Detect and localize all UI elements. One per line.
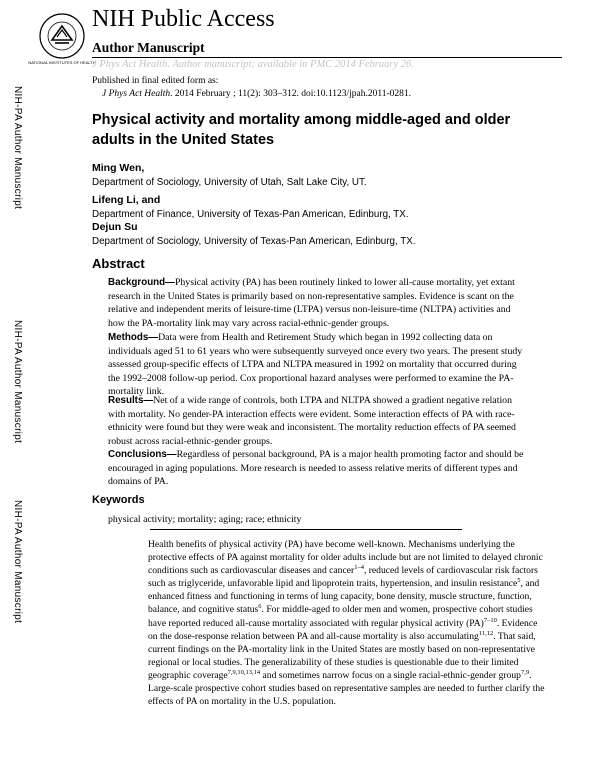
body-paragraph (148, 538, 548, 708)
abstract-heading: Abstract (92, 256, 145, 271)
section-text: Net of a wide range of controls, both LTPA and NLTPA showed a gradient negative relation with mortality. No gender-PA interaction effects were evident. Some interaction effects of PA with race-ethnicity were found but they were weak and inconsistent. The mortality reduction effects of PA seemed robust across racial-ethnic-gender groups. (108, 395, 516, 447)
side-stamp: NIH-PA Author Manuscript (12, 86, 23, 210)
body-text: , reduced levels of cardiovascular risk factors such as triglyceride, unfavorable lipid and lipoprotein traits, hypertension, and insulin resistance (148, 565, 538, 590)
nih-logo (28, 10, 96, 66)
abstract-background (108, 276, 528, 330)
side-stamp: NIH-PA Author Manuscript (12, 500, 23, 624)
reference-superscript[interactable]: 7,9,10,13,14 (227, 668, 261, 676)
citation-details: . 2014 February ; 11(2): 303–312. doi:10.1123/jpah.2011-0281. (170, 89, 412, 99)
body-divider (150, 529, 462, 530)
author-name: Dejun Su (92, 221, 138, 233)
article-title: Physical activity and mortality among middle-aged and older adults in the United States (92, 112, 511, 148)
reference-superscript[interactable]: 7–10 (483, 616, 497, 624)
reference-superscript[interactable]: 5 (517, 577, 521, 585)
section-text: Data were from Health and Retirement Study which began in 1992 collecting data on individuals aged 51 to 61 years who were subsequently surveyed once every two years. The present study assessed group-specific effects of LTPA and NLTPA measured in 1992 on mortality that occurred during the 1992–2008 follow-up period. Cox proportional hazard analyses were performed to examine the PA-mortality link. (108, 332, 523, 397)
author-name: Lifeng Li, and (92, 194, 161, 206)
reference-superscript[interactable]: 11,12 (478, 629, 494, 637)
section-label: Background— (108, 277, 175, 288)
header-divider (92, 57, 562, 58)
reference-superscript[interactable]: 1–4 (354, 564, 364, 571)
section-label: Conclusions— (108, 449, 177, 460)
body-text: and sometimes narrow focus on a single racial-ethnic-gender group (260, 669, 521, 681)
reference-superscript[interactable]: 7,9 (520, 668, 530, 676)
section-label: Methods— (108, 332, 159, 343)
logo-text: NATIONAL INSTITUTES OF HEALTH (28, 60, 96, 65)
citation (102, 87, 411, 101)
body-text: . Large-scale prospective cohort studies based on representative samples are needed to further clarify the effects of PA on mortality in the U.S. population. (148, 669, 545, 708)
section-text: Physical activity (PA) has been routinely linked to lower all-cause mortality, yet extant research in the United States is primarily based on non-representative samples. Evidence is scant on the relative and independent merits of leisure-time (LTPA) versus non-leisure-time (NLTPA) activities and how the PA-mortality link may vary across racial-ethnic-gender groups. (108, 277, 515, 329)
author-affiliation: Department of Finance, University of Texas-Pan American, Edinburg, TX. (92, 209, 409, 220)
keywords-list: physical activity; mortality; aging; race; ethnicity (108, 514, 302, 525)
body-text: . For middle-aged to older men and women, prospective cohort studies have reported reduced all-cause mortality associated with regular physical activity (PA) (148, 604, 533, 629)
keywords-heading: Keywords (92, 494, 145, 506)
body-text: Health benefits of physical activity (PA) have become well-known. Mechanisms underlying the protective effects of PA against mortality for older adults include but are not limited to delayed chronic conditions such as cardiovascular diseases and cancer (148, 539, 543, 577)
publisher-subtitle: Author Manuscript (92, 40, 205, 55)
journal-availability-note: J Phys Act Health. Author manuscript; available in PMC 2014 February 26. (92, 59, 414, 70)
abstract-methods (108, 331, 528, 399)
section-text: Regardless of personal background, PA is a major health promoting factor and should be encouraged in aging populations. More research is needed to assess relative merits of different types and domains of PA. (108, 449, 524, 487)
publisher-title: NIH Public Access (92, 6, 275, 32)
body-text: , and enhanced fitness and functioning in terms of lung capacity, bone density, muscle structure, function, balance, and cognitive status (148, 578, 540, 616)
author-affiliation: Department of Sociology, University of Utah, Salt Lake City, UT. (92, 177, 367, 188)
citation-journal: J Phys Act Health (102, 89, 171, 99)
abstract-conclusions (108, 448, 528, 489)
abstract-results (108, 394, 528, 448)
reference-superscript[interactable]: 6 (258, 603, 262, 611)
body-text: . Evidence on the dose-response relation between PA and all-cause mortality is also accumulating (148, 617, 538, 642)
body-text: . That said, current findings on the PA-mortality link in the United States are mostly based on non-representative regional or local studies. The generalizability of these studies is questionable due to their limited geographic coverage (148, 630, 536, 681)
author-affiliation: Department of Sociology, University of Texas-Pan American, Edinburg, TX. (92, 236, 416, 247)
author-name: Ming Wen, (92, 162, 145, 174)
section-label: Results— (108, 395, 154, 406)
side-stamp: NIH-PA Author Manuscript (12, 320, 23, 444)
publication-note: Published in final edited form as: (92, 76, 219, 86)
